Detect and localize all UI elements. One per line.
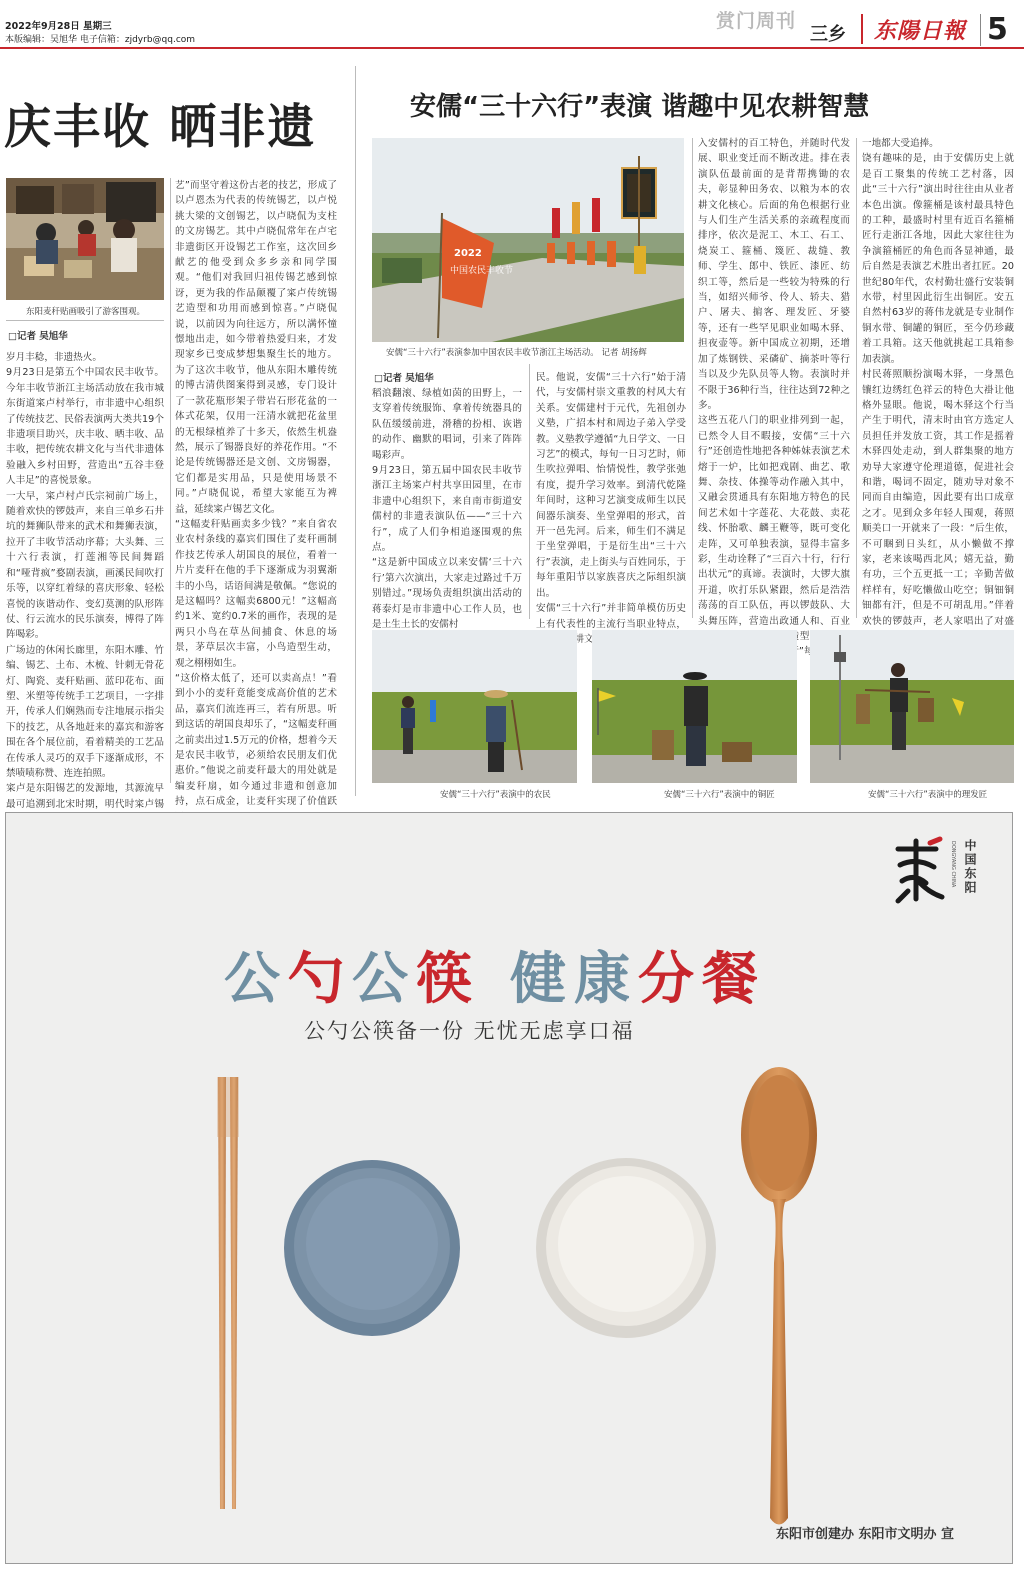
coppersmith-caption: 安儒“三十六行”表演中的铜匠 <box>664 790 775 800</box>
ad-title <box>224 935 824 1015</box>
ad-title-c: 公 <box>352 947 416 1012</box>
right-divider-2 <box>692 138 693 618</box>
spoon-icon <box>734 1063 824 1533</box>
page-number: 5 <box>987 12 1008 47</box>
mat-painting-caption: 东阳麦秆贴画吸引了游客围观。 <box>26 307 146 317</box>
ad-title-e: 健康 <box>510 947 638 1012</box>
left-column-divider <box>170 178 171 783</box>
right-column-3: 入安儒村的百工特色，并随时代发展、职业变迁而不断改进。排在表演队伍最前面的是背帮携锄的农夫，彰显种田务农、以粮为本的农耕文化核心。后面的角色根据行业与人们生产生活关系的亲疏程度而排序，依次是泥工、木工、石工、烧炭工、箍桶、篾匠、裁缝、教师、学生、郎中、铁匠、漆匠、纺织工等，然后是一些较为特殊的行当，如绍兴师爷、伶人、轿夫、猎户、屠夫、掮客、理发匠、牙婆等，还有一些罕见职业如喝木驿、担夜壶等。新中国成立初期，还增加了炼钢铁、采磷矿、摘茶叶等行当以及少先队员等人物。表演时并不限于36种行当，往往达到72种之多。 这些五花八门的职业排列到一起，已然令人目不暇接，安儒“三十六行”还创造性地把各种姊妹表演艺术熔于一炉，比如把戏剧、曲艺、歌舞、杂技、体操等动作融入其中，又融会贯通具有东阳地方特色的民间艺术如十字莲花、大花鼓、卖花线、怀胎歌、麟王鞭等，既可变化走阵，又可单独表演，显得丰富多彩，生动诠释了“三百六十行，行行出状元”的真谛。表演时，大锣大旗开道，吹打乐队紧跟，然后是浩浩荡荡的百工队伍，再以锣鼓队、大头舞压阵，营造出政通人和、百业 造型 行”每到 <box>698 138 850 658</box>
barber-caption: 安儒“三十六行”表演中的理发匠 <box>868 790 988 800</box>
issue-date: 2022年9月28日 星期三 <box>5 21 112 32</box>
chopsticks-icon <box>206 1069 256 1529</box>
public-service-ad <box>5 812 1013 1564</box>
header-bar <box>0 0 1024 50</box>
logo-en-text: DONGYANG CHINA <box>950 841 956 888</box>
left-right-divider <box>355 66 356 796</box>
farmer-caption: 安儒“三十六行”表演中的农民 <box>440 790 551 800</box>
ad-title-d: 筷 <box>416 947 480 1012</box>
blue-bowl-icon <box>282 1158 462 1338</box>
banner-text: 中国农民丰收节 <box>450 266 514 276</box>
right-column-2: 民。他说，安儒“三十六行”始于清代，与安儒村崇文重教的村风大有关系。安儒建村于元代，先祖创办义塾，广招本村和周边子弟入学受教。义塾教学遵循“九日学文、一日习艺”的模式，每旬一日习艺时，师生吹拉弹唱、怡情悦性，教学张弛有度，提升学习效率。到清代乾隆年间时，这种习艺演变成师生以民间器乐演奏、坐堂弹唱的形式，首开一邑先河。后来，师生们不满足于坐堂弹唱，于是衍生出“三十六行”表演，走上街头与百姓同乐，于每年重阳节以家族喜庆之际组织演出。 安儒“三十六行”并非简单模仿历史上有代表性的主流行当职业特点， 农耕文 <box>536 372 686 645</box>
editor-line: 本版编辑：吴旭华 电子信箱：zjdyrb@qq.com <box>5 35 196 45</box>
parade-photo <box>372 138 684 342</box>
weekly-name: 赏门周刊 <box>716 10 797 32</box>
mat-painting-photo <box>6 178 164 300</box>
ad-title-a: 公 <box>224 947 288 1012</box>
left-caption-rule <box>6 320 164 321</box>
ad-footer: 东阳市创建办 东阳市文明办 宣 <box>776 1527 955 1542</box>
ad-title-b: 勺 <box>288 947 352 1012</box>
banner-year: 2022 <box>454 248 482 259</box>
right-headline: 安儒“三十六行”表演 谐趣中见农耕智慧 <box>410 92 870 122</box>
parade-caption: 安儒“三十六行”表演参加中国农民丰收节浙江主场活动。 记者 胡扬辉 <box>386 348 647 358</box>
logo-cn-text: 中国东阳 <box>963 839 977 895</box>
dongyang-logo <box>890 837 990 917</box>
paper-logo: 东陽日報 <box>874 18 967 44</box>
right-column-4: 一地都大受追捧。 饶有趣味的是，由于安儒历史上就是百工聚集的传统工艺村落，因此“三十六行”演出时往往由从业者本色出演。像箍桶是该村最具特色的工种，最盛时村里有近百名箍桶匠行走浙江各地，因此大家往往为争演箍桶匠的角色而各显神通，最后自然是表演艺术胜出者扛匠。20世纪80年代，农村勤壮盛行安装铜水带，村里因此衍生出铜匠。安五自然村63岁的蒋伟龙就是专业制作铜水带、铜罐的铜匠，至今仍珍藏着工具箱。这天他就挑起工具箱参加表演。 村民蒋照顺扮演喝木驿，一身黑色镶红边绣红色祥云的特色大褂让他格外显眼。他说，喝木驿这个行当产生于明代，清末时由官方选定人员担任并发放工资，其工作是摇着木驿四处走动，到人群集聚的地方劝导大家遵守伦理道德，促进社会和谐，喝词不固定，随劝导对象不同而自由编造，因此要有出口成章之才。见到众多年轻人围观，蒋照顺美口一开就来了一段：“后生侬，不可睏到日头红，从小懒做不撑家，老来该喝西北风；嬉无益，勤有功，三个五更抵一工；辛勤苦做样样有，好吃懒做山吃空；铜钿铜钿都有汗，但是不可胡乱用。”伴着欢快的锣鼓声，老人家唱出了对盛 <box>862 138 1014 627</box>
page-divider <box>980 14 981 46</box>
ad-subtitle: 公勺公筷备一份 无忧无虑享口福 <box>304 1019 635 1043</box>
right-column-1: 稻浪翻滚、绿植如茵的田野上，一支穿着传统服饰、拿着传统器具的队伍缓缓前进，滑稽的扮相、诙谐的动作、幽默的唱词，引来了阵阵喝彩声。 9月23日，第五届中国农民丰收节浙江主场寀卢村共享田园里，在市非遗中心组织下，来自南市街道安儒村的非遗表演队伍——“三十六行”，成了人们争相追逐围观的焦点。 “这是新中国成立以来安儒‘三十六行’第六次演出，大家走过路过千万别错过。”现场负责组织演出活动的蒋泰灯是市非遗中心工作人员，也是土生土长的安儒村 <box>372 388 522 631</box>
section-name: 三乡 <box>810 24 846 45</box>
farmer-photo <box>372 630 577 783</box>
right-divider-1 <box>529 364 530 619</box>
right-byline: □记者 吴旭华 <box>374 373 434 384</box>
header-divider <box>861 14 863 44</box>
left-byline: □记者 吴旭华 <box>8 331 68 342</box>
coppersmith-photo <box>592 630 797 783</box>
left-column-1: 岁月丰稔，非遗热火。 9月23日是第五个中国农民丰收节。今年丰收节浙江主场活动放在我市城东街道寀卢村举行，市非遗中心组织了传统技艺、民俗表演两大类共19个非遗项目助兴，庆丰收、晒丰收、品丰收，把传统农耕文化与当代非遗体验融入乡村田野，营造出“五谷丰登人丰足”的喜悦景象。 一大早，寀卢村卢氏宗祠前广场上，随着欢快的锣鼓声，来自三单乡石井坑的舞狮队带来的武术和舞狮表演，拉开了丰收节活动序幕；大头舞、三十六行表演，打莲湘等民间舞蹈和“哑背疯”婺剧表演，画溪民间吹打乐等，以穿红着绿的喜庆形象、轻松喜悦的诙谐动作、变幻莫测的队形阵仗、行云流水的民乐演奏，博得了阵阵喝彩。 广场边的休闲长廊里，东阳木雕、竹编、锡艺、土布、木梳、针刺无骨花灯、陶瓷、麦秆贴画、蓝印花布、面塑、米塑等传统手工艺项目，一字排开，传承人们娴熟而专注地展示指尖下的技艺，从各地赶来的嘉宾和游客围在各个展位前，看着精美的工艺品在传承人灵巧的双手下逐渐成形，不禁啧啧称赞、连连拍照。 寀卢是东阳锡艺的发源地，其源流早最可追溯到北宋时期，明代时寀卢锡 <box>6 352 164 810</box>
barber-photo <box>810 630 1014 783</box>
white-bowl-icon <box>535 1157 717 1339</box>
left-column-2: 艺”而坚守着这份古老的技艺，形成了以卢恩杰为代表的传统锡艺，以卢悦挑大梁的文创锡艺，以卢晓侃为支柱的文房锡艺。其中卢晓侃常年在卢宅非遗街区开设锡艺工作室，这次回乡献艺的他受到众多乡亲和同学围观。“他们对我回归祖传锡艺感到惊讶，更为我的作品颠覆了寀卢传统锡艺造型和功用而感到惊喜。”卢晓侃说，以前因为向往远方，所以满怀憧憬地出走，如今带着热爱归来，才发现家乡已变成梦想集聚生长的地方。为了这次丰收节，他从东阳木雕传统的博古清供图案得到灵感，专门设计了一款花瓶形架子带岩石形花盆的一体式花架，仅用一汪清水就把花盆里的无根绿植养了十多天，依然生机盎然，展示了锡器良好的养花作用。“不论是传统锡器还是文创、文房锡器，它们都是实用品，只是使用场景不同。”卢晓侃说，希望大家能互为裨益，延续寀卢锡艺文化。 “这幅麦秆贴画卖多少钱？”来自省农业农村条线的嘉宾们围住了麦秆画制作技艺传承人胡国良的展位，看着一片片麦秆在他的手下逐渐成为羽翼渐丰的小鸟，话语间满是敬佩。“您说的是这幅吗？这幅卖6800元！”这幅高约1米、宽约0.7米的画作，表现的是两只小鸟在草丛间捕食、休息的场景，茅草层次丰富，小鸟造型生动，观之栩栩如生。 “这价格太低了，还可以卖高点！”看到小小的麦秆竟能变成高价值的艺术品，嘉宾们流连再三，若有所思。听到这话的胡国良却乐了，“这幅麦秆画之前卖出过1.5万元的价格，想着今天是农民丰收节，必须给农民朋友们优惠价。”他说之前麦秆最大的用处就是编麦秆扇，如今通过非遗和创意加持，点石成金，让麦秆实现了价值跃 <box>175 180 337 808</box>
ad-title-f: 分餐 <box>638 947 766 1012</box>
left-headline: 庆丰收 晒非遗 <box>4 100 317 155</box>
header-rule <box>0 47 1024 49</box>
right-divider-3 <box>856 138 857 618</box>
